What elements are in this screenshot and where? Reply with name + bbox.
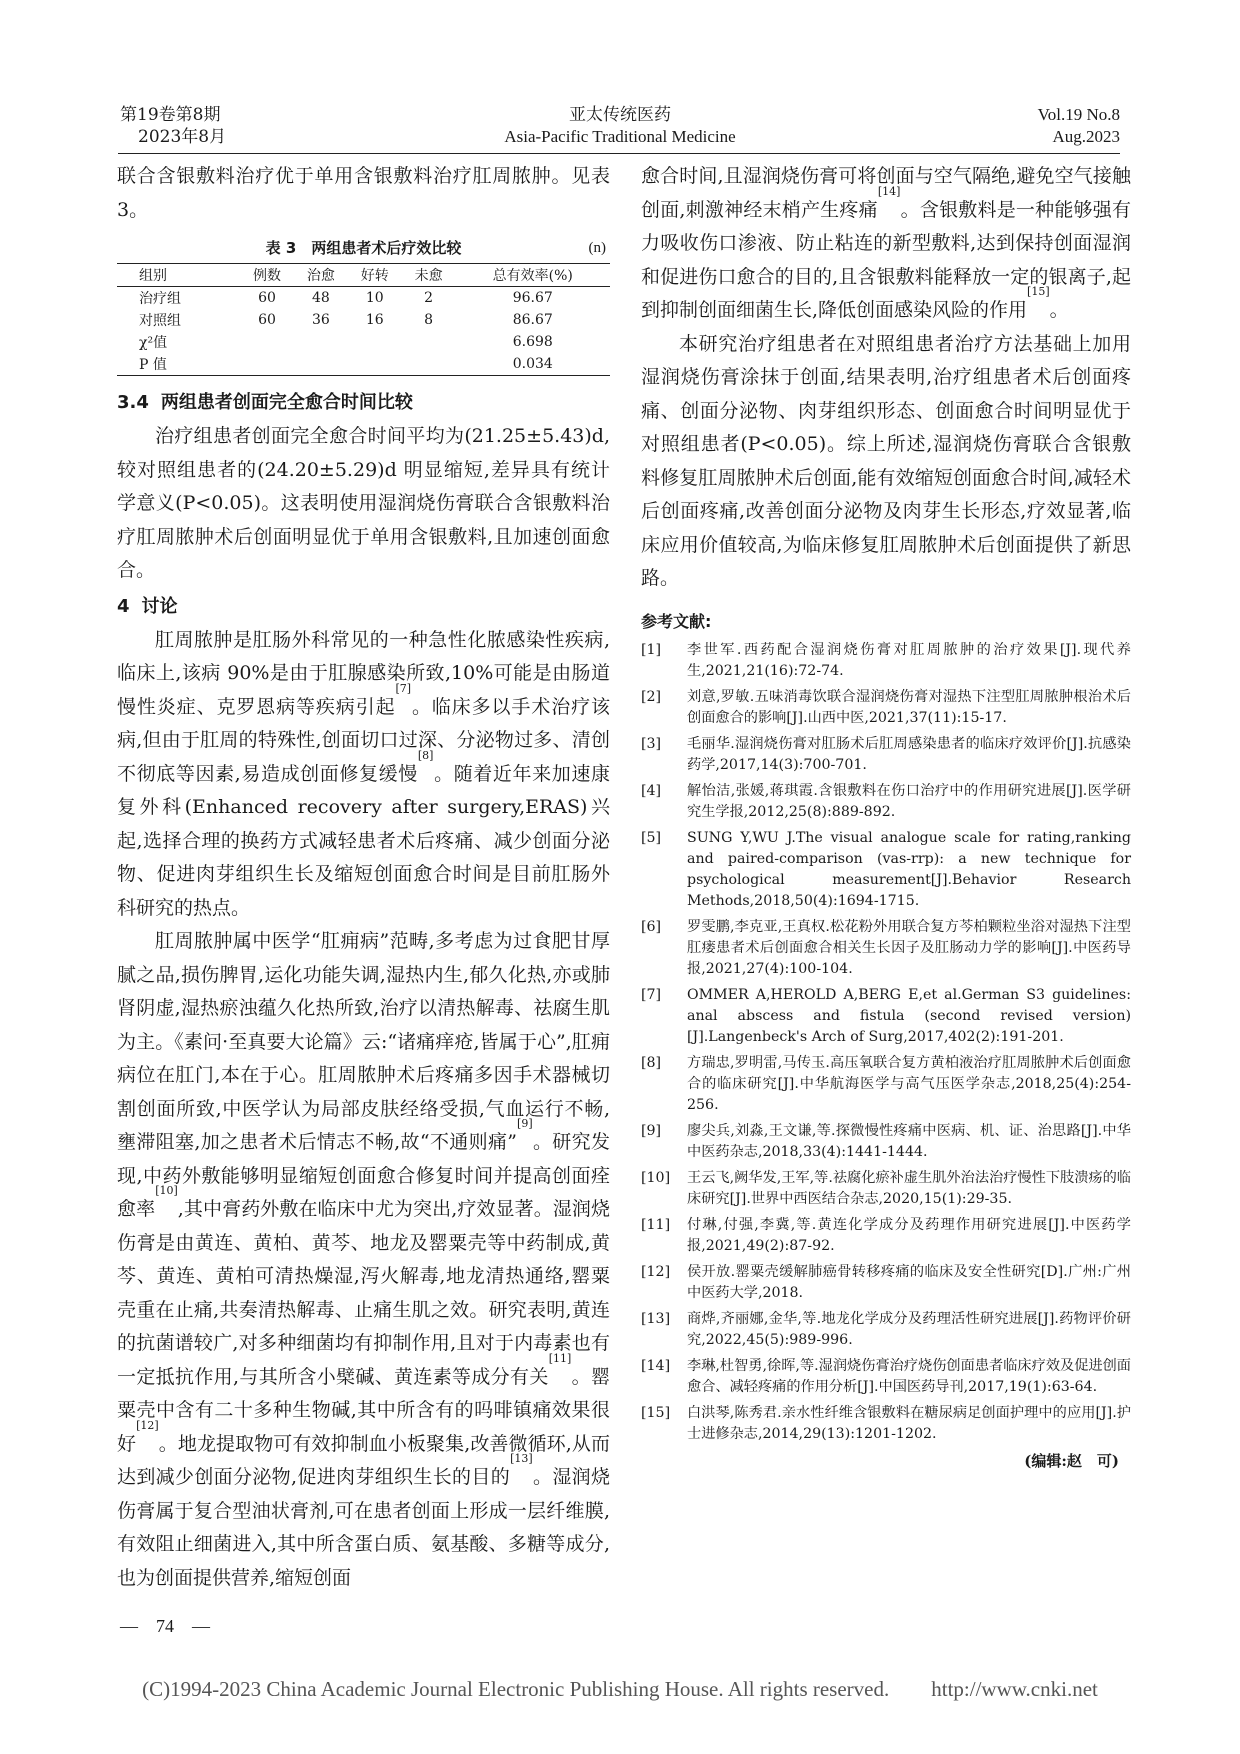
- citation: [14]: [877, 184, 901, 198]
- reference-item: [6] 罗雯鹏,李克亚,王真权.松花粉外用联合复方芩柏颗粒坐浴对湿热下注型肛瘘患者术后创面愈合相关生长因子及肛肠动力学的影响[J].中医药导报,2021,27(4):100-104.: [641, 918, 1131, 977]
- issue-month: Aug.2023: [1052, 127, 1120, 146]
- citation: [7]: [395, 681, 412, 695]
- section-title: 讨论: [141, 595, 178, 617]
- table-cell: 36: [312, 312, 330, 328]
- table-cell: 16: [365, 312, 384, 328]
- reference-item: [4] 解怡洁,张媛,蒋琪霞.含银敷料在伤口治疗中的作用研究进展[J].医学研究生学报,2012,25(8):889-892.: [641, 782, 1131, 820]
- section-number: 4: [117, 595, 130, 617]
- table-header-cell: 例数: [240, 264, 294, 287]
- table-cell: [348, 353, 402, 376]
- table-row: [117, 331, 610, 353]
- table-row: [117, 353, 610, 376]
- citation: [11]: [548, 1351, 572, 1365]
- references-heading: 参考文献:: [641, 611, 712, 631]
- header-rule: [118, 153, 1120, 154]
- table-cell: 2: [424, 290, 434, 306]
- conclusion-paragraph: 本研究治疗组患者在对照组患者治疗方法基础上加用湿润烧伤膏涂抹于创面,结果表明,治疗组患者术后创面疼痛、创面分泌物、肉芽组织形态、创面愈合时间明显优于对照组患者(P<0.05)。综上所述,湿润烧伤膏联合含银敷料修复肛周脓肿术后创面,能有效缩短创面愈合时间,减轻术后创面疼痛,改善创面分泌物及肉芽生长形态,疗效显著,临床应用价值较高,为临床修复肛周脓肿术后创面提供了新思路。: [641, 332, 1131, 589]
- discussion-paragraph-1: 肛周脓肿是肛肠外科常见的一种急性化脓感染性疾病,临床上,该病 90%是由于肛腺感染所致,10%可能是由肠道慢性炎症、克罗恩病等疾病引起[7]。临床多以手术治疗该病,但由于肛周的特殊性,创面切口过深、分泌物过多、清创不彻底等因素,易造成创面修复缓慢[8]。随着近年来加速康复外科(Enhanced recovery after surgery,ERAS)兴起,选择合理的换药方式减轻患者术后疼痛、减少创面分泌物、促进肉芽组织生长及缩短创面愈合时间是目前肛肠外科研究的热点。: [117, 628, 610, 919]
- reference-item: [12] 侯开放.罂粟壳缓解肺癌骨转移疼痛的临床及安全性研究[D].广州:广州中医药大学,2018.: [641, 1263, 1131, 1301]
- copyright-footer: (C)1994-2023 China Academic Journal Electronic Publishing House. All rights reserved. http://www.cnki.net: [142, 1677, 1098, 1701]
- page-number: — 74 —: [120, 1616, 210, 1636]
- left-column: [117, 160, 610, 1604]
- reference-item: [5] SUNG Y,WU J.The visual analogue scale for rating,ranking and paired-comparison (vas-rrp): a new technique for psychological measurement[J].Behavior Research Methods,2018,50(4):1694-1715.: [641, 829, 1131, 909]
- issue-date: 2023年8月: [138, 127, 227, 147]
- reference-list: [641, 640, 1131, 1445]
- table-cell: 8: [424, 312, 434, 328]
- reference-item: [11] 付琳,付强,李冀,等.黄连化学成分及药理作用研究进展[J].中医药学报,2021,49(2):87-92.: [641, 1216, 1131, 1254]
- table-cell: [240, 331, 294, 353]
- table-cell: [402, 331, 456, 353]
- right-column: [641, 160, 1131, 1604]
- reference-item: [8] 方瑞忠,罗明雷,马传玉.高压氧联合复方黄柏液治疗肛周脓肿术后创面愈合的临床研究[J].中华航海医学与高气压医学杂志,2018,25(4):254-256.: [641, 1054, 1131, 1113]
- table-cell: χ²值: [139, 335, 168, 351]
- section-title: 两组患者创面完全愈合时间比较: [160, 392, 413, 413]
- table-row: [117, 309, 610, 331]
- section-number: 3.4: [117, 392, 149, 413]
- table-cell: [294, 331, 348, 353]
- table-header-cell: 未愈: [402, 264, 456, 287]
- table-header-cell: 治愈: [294, 264, 348, 287]
- reference-item: [15] 白洪琴,陈秀君.亲水性纤维含银敷料在糖尿病足创面护理中的应用[J].护士进修杂志,2014,29(13):1201-1202.: [641, 1404, 1131, 1442]
- table-title: 表 3 两组患者术后疗效比较: [265, 239, 462, 257]
- table-header-row: [117, 264, 610, 287]
- reference-item: [13] 商烨,齐丽娜,金华,等.地龙化学成分及药理活性研究进展[J].药物评价研究,2022,45(5):989-996.: [641, 1310, 1131, 1348]
- reference-item: [1] 李世军.西药配合湿润烧伤膏对肛周脓肿的治疗效果[J].现代养生,2021,21(16):72-74.: [641, 641, 1131, 679]
- table-cell: [402, 353, 456, 376]
- table-cell: 60: [258, 290, 276, 306]
- table-header-cell: 总有效率(%): [456, 264, 610, 287]
- table-cell: 96.67: [512, 290, 553, 306]
- table-unit: (n): [588, 240, 606, 256]
- reference-item: [3] 毛丽华.湿润烧伤膏对肛肠术后肛周感染患者的临床疗效评价[J].抗感染药学,2017,14(3):700-701.: [641, 735, 1131, 773]
- table-cell: P 值: [117, 353, 240, 376]
- citation: [10]: [155, 1184, 178, 1197]
- reference-item: [10] 王云飞,阙华发,王军,等.祛腐化瘀补虚生肌外治法治疗慢性下肢溃疡的临床研究[J].世界中西医结合杂志,2020,15(1):29-35.: [641, 1169, 1131, 1207]
- citation: [13]: [510, 1452, 533, 1465]
- table-header-cell: 好转: [348, 264, 402, 287]
- table-cell: [294, 353, 348, 376]
- table-caption: [117, 233, 610, 263]
- reference-item: [14] 李琳,杜智勇,徐晖,等.湿润烧伤膏治疗烧伤创面患者临床疗效及促进创面愈合、减轻疼痛的作用分析[J].中国医药导刊,2017,19(1):63-64.: [641, 1357, 1131, 1395]
- journal-title-cn: 亚太传统医药: [569, 105, 671, 125]
- table-cell: 治疗组: [139, 291, 181, 307]
- running-header-right: [1038, 104, 1120, 150]
- citation: [12]: [136, 1418, 159, 1432]
- reference-item: [9] 廖尖兵,刘淼,王文谦,等.探微慢性疼痛中医病、机、证、治思路[J].中华中医药杂志,2018,33(4):1441-1444.: [641, 1122, 1131, 1160]
- citation: [9]: [517, 1117, 533, 1130]
- table-cell: [348, 331, 402, 353]
- discussion-paragraph-2: 肛周脓肿属中医学“肛痈病”范畴,多考虑为过食肥甘厚腻之品,损伤脾胃,运化功能失调,湿热内生,郁久化热,亦或肺肾阴虚,湿热瘀浊蕴久化热所致,治疗以清热解毒、祛腐生肌为主。《素问·至真要大论篇》云:“诸痛痒疮,皆属于心”,肛痈病位在肛门,本在于心。肛周脓肿术后疼痛多因手术器械切割创面所致,中医学认为局部皮肤经络受损,气血运行不畅,壅滞阻塞,加之患者术后情志不畅,故“不通则痛”[9]。研究发现,中药外敷能够明显缩短创面愈合修复时间并提高创面痊愈率[10],其中膏药外敷在临床中尤为突出,疗效显著。湿润烧伤膏是由黄连、黄柏、黄芩、地龙及罂粟壳等中药制成,黄芩、黄连、黄柏可清热燥湿,泻火解毒,地龙清热通络,罂粟壳重在止痛,共奏清热解毒、止痛生肌之效。研究表明,黄连的抗菌谱较广,对多种细菌均有抑制作用,且对于内毒素也有一定抵抗作用,与其所含小檗碱、黄连素等成分有关[11]。罂粟壳中含有二十多种生物碱,其中所含有的吗啡镇痛效果很好[12]。地龙提取物可有效抑制血小板聚集,改善微循环,从而达到减少创面分泌物,促进肉芽组织生长的目的[13]。湿润烧伤膏属于复合型油状膏剂,可在患者创面上形成一层纤维膜,有效阻止细菌进入,其中所含蛋白质、氨基酸、多糖等成分,也为创面提供营养,缩短创面: [117, 930, 610, 1589]
- table-cell: 对照组: [139, 313, 181, 329]
- reference-item: [2] 刘意,罗敏.五味消毒饮联合湿润烧伤膏对湿热下注型肛周脓肿根治术后创面愈合的影响[J].山西中医,2021,37(11):15-17.: [641, 688, 1131, 726]
- table-cell: 0.034: [456, 353, 610, 376]
- table-cell: 86.67: [512, 312, 553, 328]
- volume-number: Vol.19 No.8: [1037, 105, 1120, 124]
- running-header-left: [120, 104, 226, 150]
- reference-item: [7] OMMER A,HEROLD A,BERG E,et al.German S3 guidelines: anal abscess and fistula (second revised version)[J].Langenbeck's Arch of Surg,2017,402(2):191-201.: [641, 986, 1131, 1045]
- intro-paragraph: 联合含银敷料治疗优于单用含银敷料治疗肛周脓肿。见表 3。: [117, 165, 610, 221]
- table-cell: 6.698: [512, 334, 553, 350]
- citation: [8]: [417, 748, 434, 762]
- journal-title-en: Asia-Pacific Traditional Medicine: [504, 127, 736, 146]
- citation: [15]: [1027, 285, 1050, 298]
- table-cell: 48: [312, 290, 330, 306]
- table-row: [117, 287, 610, 310]
- continued-paragraph: 愈合时间,且湿润烧伤膏可将创面与空气隔绝,避免空气接触创面,刺激神经末梢产生疼痛[14]。含银敷料是一种能够强有力吸收伤口渗液、防止粘连的新型敷料,达到保持创面湿润和促进伤口愈合的目的,且含银敷料能释放一定的银离子,起到抑制创面细菌生长,降低创面感染风险的作用[15]。: [641, 165, 1131, 321]
- table-cell: [240, 353, 294, 376]
- table-header-cell: 组别: [117, 264, 240, 287]
- section-heading-4: [117, 590, 610, 624]
- editor-note: (编辑:赵 可): [1024, 1451, 1119, 1470]
- paragraph-healing-time: 治疗组患者创面完全愈合时间平均为(21.25±5.43)d,较对照组患者的(24.20±5.29)d 明显缩短,差异具有统计学意义(P<0.05)。这表明使用湿润烧伤膏联合含银敷料治疗肛周脓肿术后创面明显优于单用含银敷料,且加速创面愈合。: [117, 425, 610, 581]
- issue-volume: 第19卷第8期: [120, 105, 221, 125]
- table-cell: 10: [365, 290, 384, 306]
- running-header-center: [420, 104, 820, 150]
- results-table: [117, 263, 610, 376]
- table-cell: 60: [258, 312, 276, 328]
- section-heading-3-4: [117, 386, 610, 420]
